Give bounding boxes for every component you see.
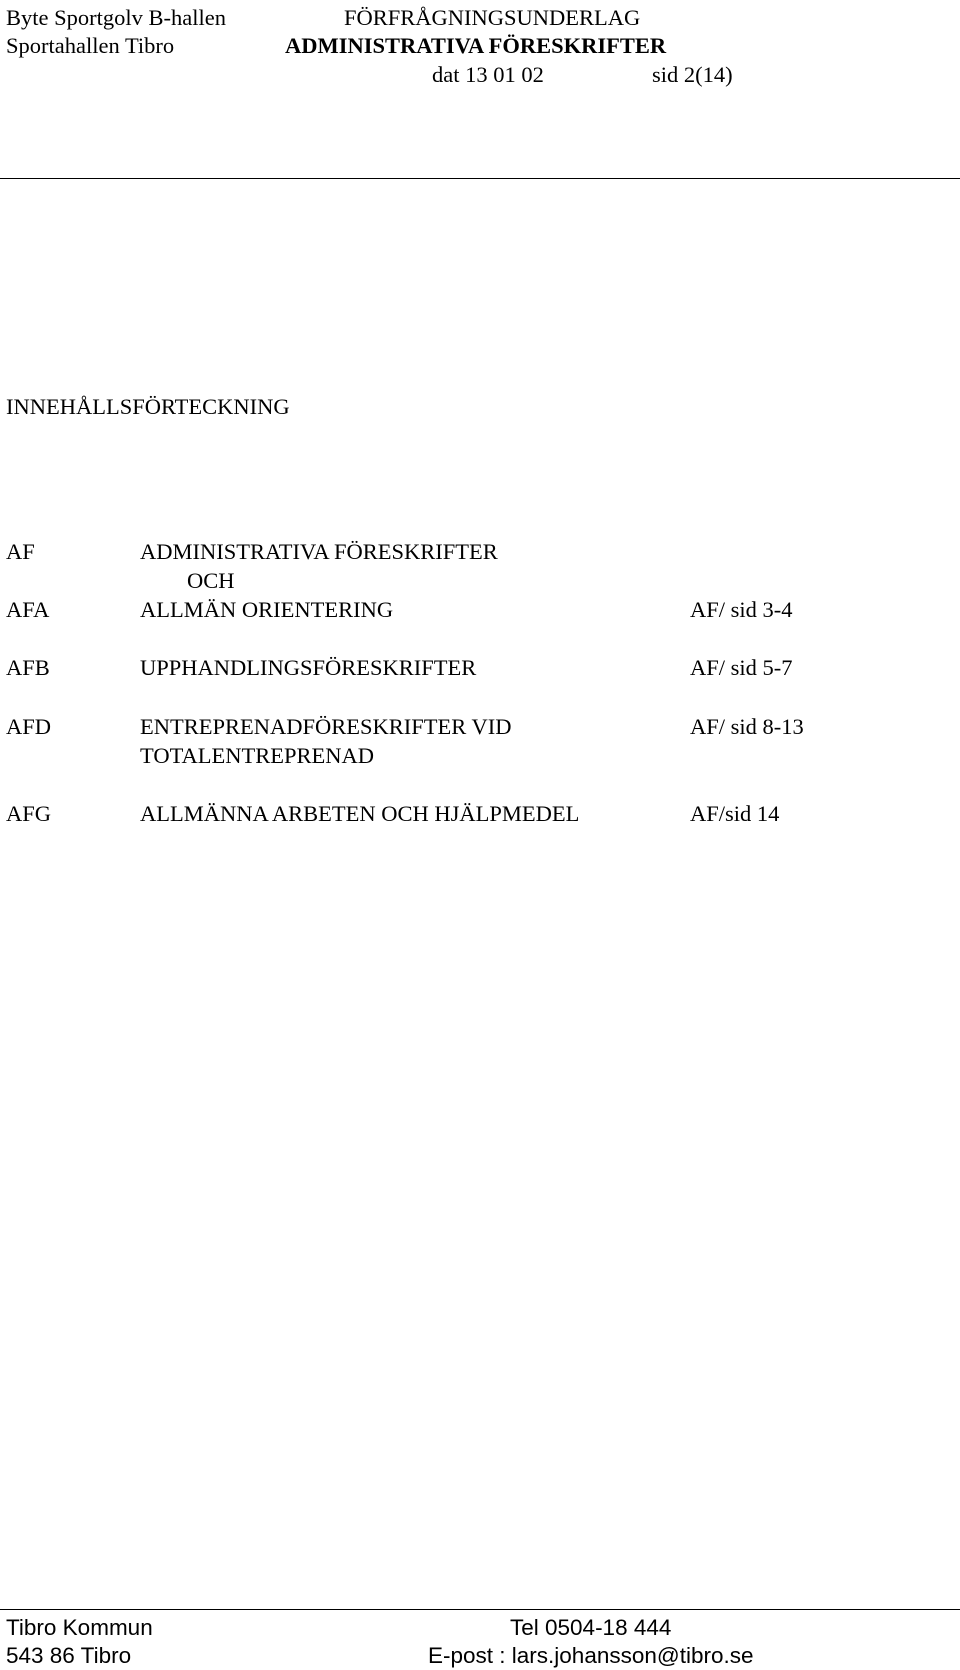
- header-divider: [0, 178, 960, 179]
- toc-entry-page-ref: AF/ sid 5-7: [690, 655, 793, 680]
- footer-phone: Tel 0504-18 444: [510, 1615, 672, 1640]
- toc-heading: INNEHÅLLSFÖRTECKNING: [6, 394, 290, 419]
- footer-org-name: Tibro Kommun: [6, 1615, 153, 1640]
- toc-entry-code: AFD: [6, 714, 52, 739]
- project-location: Sportahallen Tibro: [6, 33, 175, 58]
- toc-entry-code: AFA: [6, 597, 50, 622]
- toc-entry-title: ALLMÄN ORIENTERING: [140, 597, 394, 622]
- project-name: Byte Sportgolv B-hallen: [6, 5, 226, 30]
- toc-entry-page-ref: AF/ sid 3-4: [690, 597, 793, 622]
- toc-entry-code: AF: [6, 539, 35, 564]
- toc-entry-title: ADMINISTRATIVA FÖRESKRIFTER: [140, 539, 498, 564]
- footer-email: E-post : lars.johansson@tibro.se: [428, 1643, 754, 1668]
- toc-entry-title-cont: OCH: [187, 568, 235, 593]
- document-title: ADMINISTRATIVA FÖRESKRIFTER: [285, 33, 667, 58]
- toc-entry-page-ref: AF/sid 14: [690, 801, 780, 826]
- toc-entry-code: AFB: [6, 655, 50, 680]
- toc-entry-title: ENTREPRENADFÖRESKRIFTER VID: [140, 714, 512, 739]
- page-number: sid 2(14): [652, 62, 733, 87]
- footer-divider: [0, 1609, 960, 1610]
- document-date: dat 13 01 02: [432, 62, 544, 87]
- footer-postal-address: 543 86 Tibro: [6, 1643, 132, 1668]
- toc-entry-title-cont: TOTALENTREPRENAD: [140, 743, 375, 768]
- toc-entry-page-ref: AF/ sid 8-13: [690, 714, 804, 739]
- toc-entry-title: ALLMÄNNA ARBETEN OCH HJÄLPMEDEL: [140, 801, 580, 826]
- toc-entry-code: AFG: [6, 801, 52, 826]
- document-type: FÖRFRÅGNINGSUNDERLAG: [344, 5, 641, 30]
- toc-entry-title: UPPHANDLINGSFÖRESKRIFTER: [140, 655, 477, 680]
